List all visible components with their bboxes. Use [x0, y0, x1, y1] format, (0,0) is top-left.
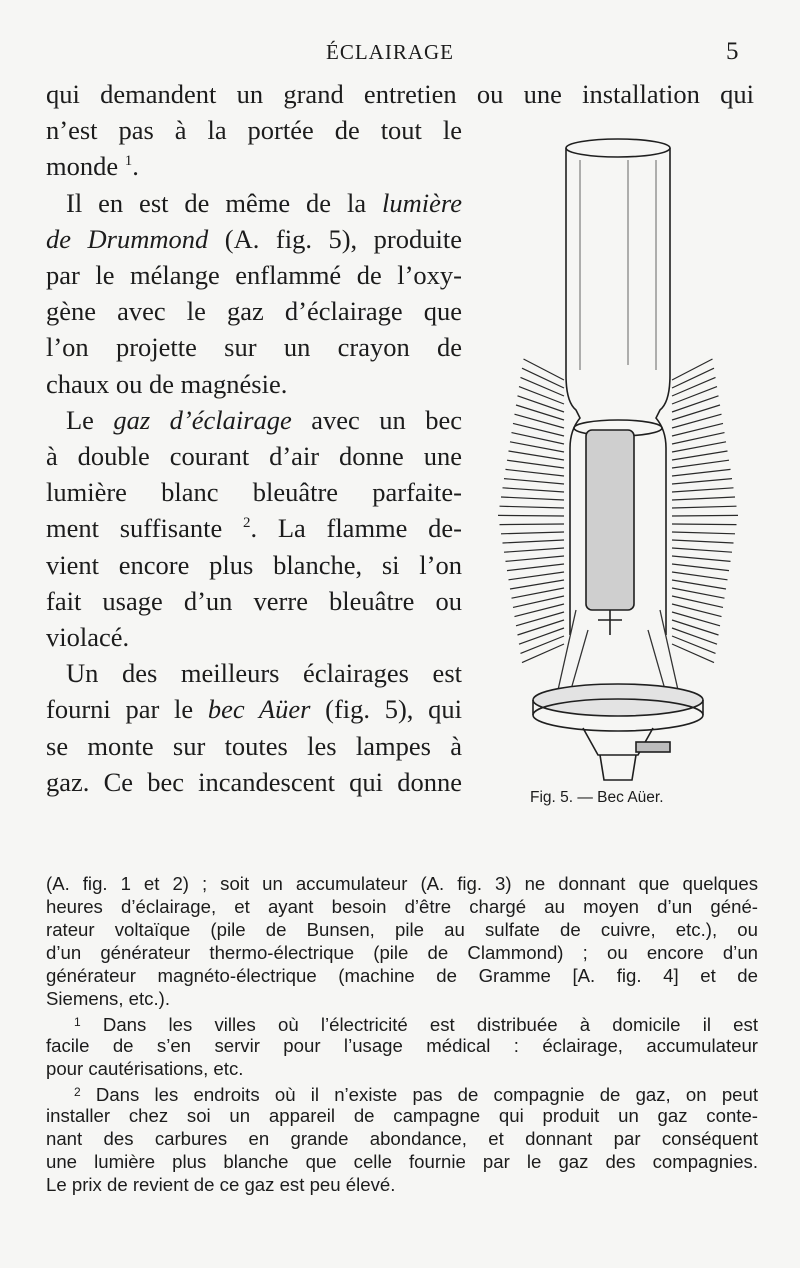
body-line: qui demandent un grand entretien ou une installation qui — [46, 79, 754, 109]
body-line: gène avec le gaz d’éclairage que — [46, 296, 462, 326]
light-ray — [672, 588, 725, 598]
light-ray — [672, 396, 719, 412]
light-ray — [509, 572, 565, 580]
light-ray — [519, 387, 564, 404]
light-ray — [672, 556, 731, 561]
light-ray — [672, 488, 734, 492]
body-line: vient encore plus blanche, si l’on — [46, 550, 462, 580]
figure-bec-auer — [488, 130, 758, 790]
light-ray — [672, 532, 735, 534]
light-ray — [503, 540, 565, 543]
body-line: lumière blanc bleuâtre parfaite- — [46, 477, 462, 507]
note-line: facile de s’en servir pour l’usage médical : éclairage, accumulateur — [46, 1035, 758, 1056]
body-line: gaz. Ce bec incandescent qui donne — [46, 767, 462, 797]
light-ray — [672, 377, 716, 396]
footnote-marker: 2 — [74, 1085, 81, 1099]
light-ray — [509, 451, 565, 460]
footnote-1: $^1$ Dans les villes où l’électricité est distribuée à domicile il est — [74, 1014, 758, 1035]
chimney-rim — [566, 139, 670, 157]
note-line: Siemens, etc.). — [46, 988, 171, 1009]
light-ray — [672, 497, 735, 500]
burner-base — [600, 755, 636, 780]
footnote-2: $^2$ Dans les endroits où il n’existe pas de compagnie de gaz, on peut — [74, 1084, 759, 1105]
note-line: d’un générateur thermo-électrique (pile de Clammond) ; ou encore d’un — [46, 942, 758, 963]
light-ray — [506, 469, 565, 476]
light-ray — [521, 636, 565, 653]
light-ray — [507, 564, 564, 571]
body-line: n’est pas à la portée de tout le — [46, 115, 462, 145]
adjusting-screw — [636, 742, 670, 752]
light-ray — [672, 548, 732, 552]
note-line: Le prix de revient de ce gaz est peu élevé. — [46, 1174, 396, 1195]
light-ray — [672, 540, 734, 543]
light-ray — [504, 548, 564, 552]
light-ray — [512, 588, 565, 598]
light-ray — [507, 460, 564, 468]
light-ray — [506, 556, 565, 561]
light-ray — [672, 524, 737, 525]
note-line: (A. fig. 1 et 2) ; soit un accumulateur (A. fig. 3) ne donnant que quelques — [46, 873, 758, 894]
light-ray — [672, 644, 714, 663]
light-ray — [672, 359, 713, 380]
light-ray — [672, 620, 719, 635]
footnote-ref[interactable]: 2 — [242, 515, 251, 531]
body-line: Un des meilleurs éclairages est — [66, 658, 462, 688]
light-ray — [672, 479, 732, 484]
light-ray — [503, 488, 565, 492]
emphasis: gaz d’éclairage — [113, 405, 292, 435]
emphasis: bec Aüer — [207, 694, 311, 724]
light-ray — [501, 532, 564, 534]
body-line: à double courant d’air donne une — [46, 441, 462, 471]
light-ray — [672, 368, 714, 388]
emphasis: de Drummond — [46, 224, 209, 254]
light-ray — [672, 469, 731, 476]
light-ray — [672, 580, 726, 589]
light-ray — [672, 387, 717, 404]
light-ray — [504, 479, 564, 484]
light-ray — [672, 442, 726, 452]
body-line-text: monde — [46, 151, 119, 181]
light-ray — [672, 572, 728, 580]
note-line: heures d’éclairage, et ayant besoin d’être chargé au moyen d’un géné- — [46, 896, 758, 917]
bec-auer-illustration — [488, 130, 758, 790]
light-ray — [519, 628, 564, 644]
light-ray — [524, 359, 565, 380]
light-ray — [672, 636, 716, 653]
light-ray — [672, 405, 720, 420]
note-line: générateur magnéto-électrique (machine de Gramme [A. fig. 4] et de — [46, 965, 758, 986]
body-line: fait usage d’un verre bleuâtre ou — [46, 586, 462, 616]
light-ray — [498, 515, 564, 516]
page-number: 5 — [726, 38, 739, 65]
figure-caption: Fig. 5. — Bec Aüer. — [530, 789, 664, 806]
light-ray — [516, 405, 564, 420]
body-line: ment suffisante $^2$. La flamme de- — [46, 513, 462, 543]
light-ray — [672, 460, 729, 468]
incandescent-mantle — [586, 430, 634, 610]
body-line: l’on projette sur un crayon de — [46, 332, 462, 362]
light-ray — [672, 515, 738, 516]
note-line: nant des carbures en grande abondance, et donnant par conséquent — [46, 1128, 758, 1149]
light-ray — [518, 396, 565, 412]
light-ray — [521, 377, 565, 396]
running-title: ÉCLAIRAGE — [326, 40, 454, 64]
light-ray — [522, 644, 564, 663]
light-ray — [522, 368, 564, 388]
gallery-ring — [533, 684, 703, 716]
light-ray — [500, 506, 565, 508]
light-ray — [672, 628, 717, 644]
body-line: par le mélange enflammé de l’oxy- — [46, 260, 462, 290]
light-ray — [518, 620, 565, 635]
body-line: chaux ou de magnésie. — [46, 369, 288, 399]
light-ray — [672, 506, 737, 508]
light-ray — [510, 442, 564, 452]
light-ray — [510, 580, 564, 589]
light-ray — [501, 497, 564, 500]
light-ray — [500, 524, 565, 525]
footnote-ref[interactable]: 1 — [124, 153, 133, 169]
body-line: de Drummond (A. fig. 5), produite — [46, 224, 462, 254]
note-line: pour cautérisations, etc. — [46, 1058, 244, 1079]
page-header — [0, 38, 800, 68]
light-ray — [672, 564, 729, 571]
body-line: se monte sur toutes les lampes à — [46, 731, 462, 761]
note-line: une lumière plus blanche que celle fournie par le gaz des compagnies. — [46, 1151, 758, 1172]
emphasis: lumière — [382, 188, 462, 218]
note-line: rateur voltaïque (pile de Bunsen, pile au sulfate de cuivre, etc.), ou — [46, 919, 758, 940]
body-line: fourni par le bec Aüer (fig. 5), qui — [46, 694, 463, 724]
body-line: Le gaz d’éclairage avec un bec — [66, 405, 462, 435]
body-line: monde $^1$. — [46, 151, 139, 181]
note-line: installer chez soi un appareil de campagne qui produit un gaz conte- — [46, 1105, 758, 1126]
body-line: violacé. — [46, 622, 130, 652]
footnote-marker: 1 — [74, 1015, 81, 1029]
light-ray — [672, 451, 728, 460]
body-line: Il en est de même de la lumière — [66, 188, 462, 218]
